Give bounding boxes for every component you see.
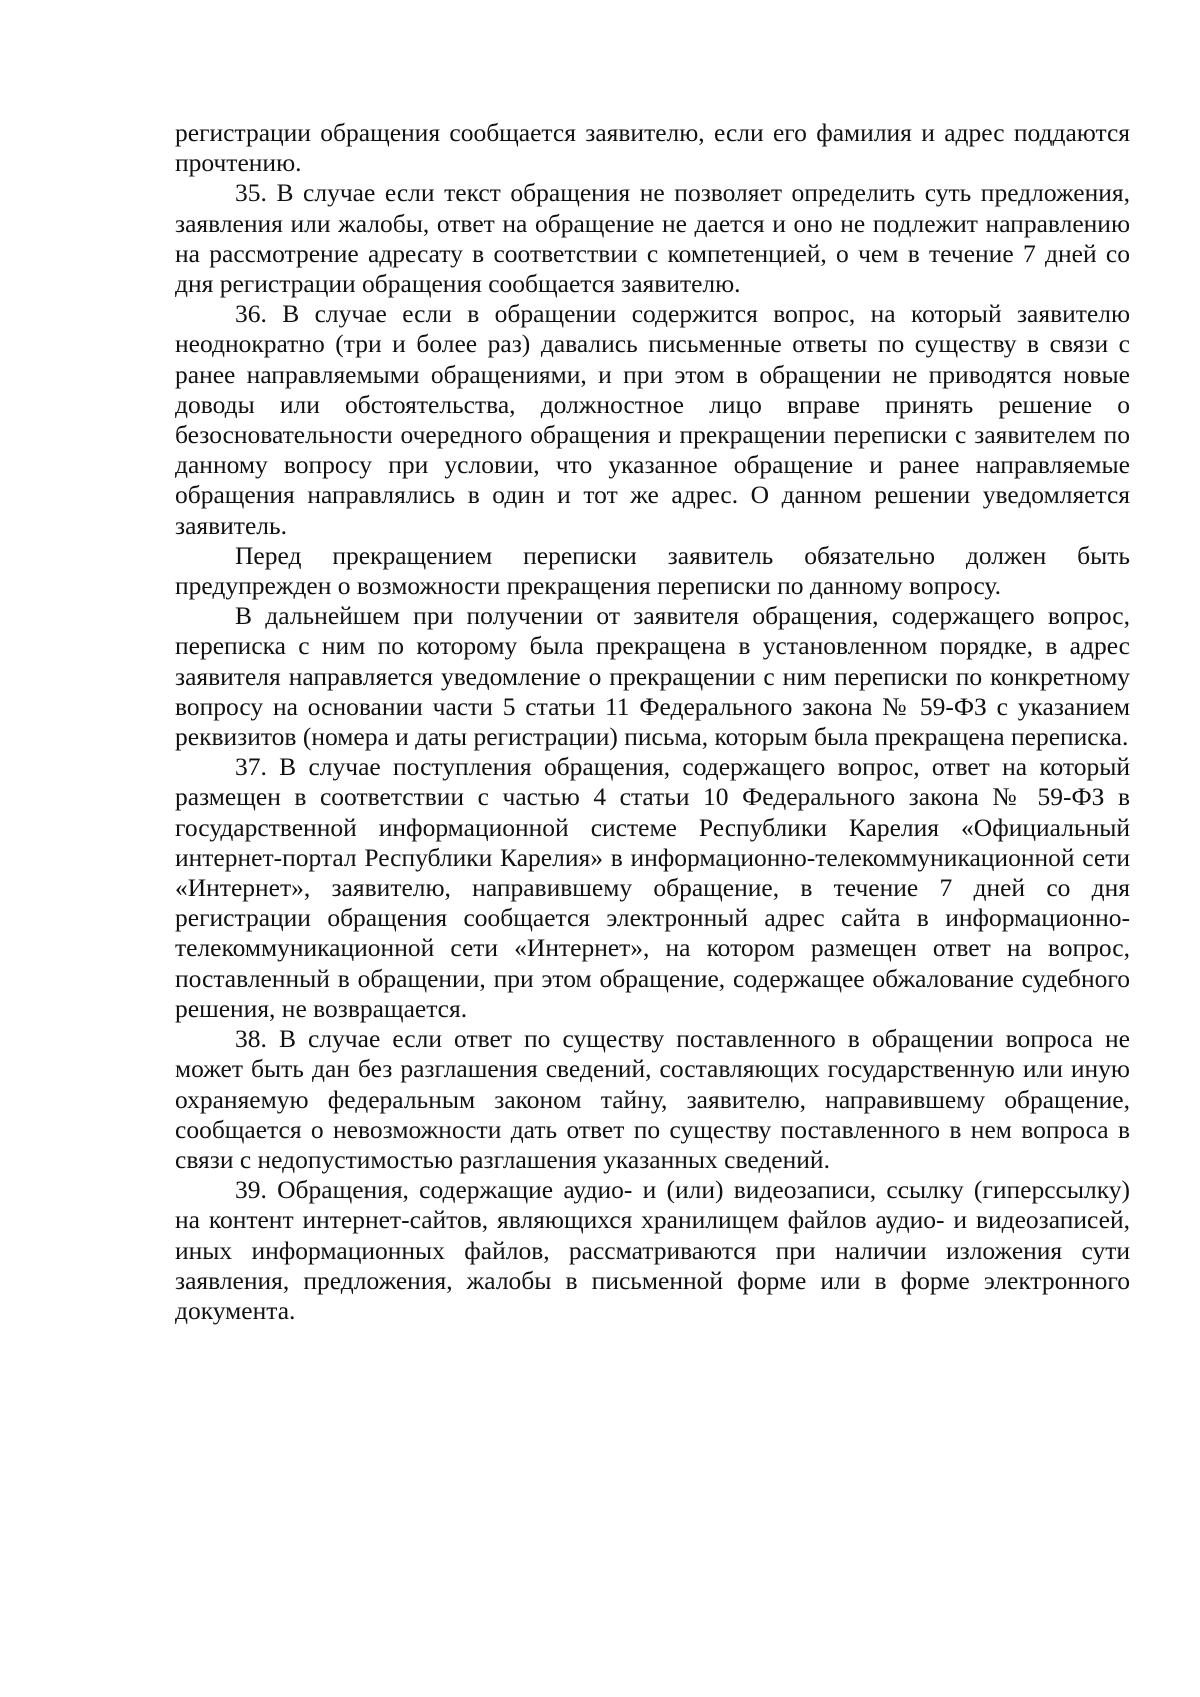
paragraph-warning: Перед прекращением переписки заявитель обязательно должен быть предупрежден о возможности прекращения переписки по данному вопросу. xyxy=(175,540,1130,601)
paragraph-notification: В дальнейшем при получении от заявителя обращения, содержащего вопрос, переписка с ним по которому была прекращена в установленном порядке, в адрес заявителя направляется уведомление о прекращении с ним переписки по конкретному вопросу на основании части 5 статьи 11 Федерального закона № 59-ФЗ с указанием реквизитов (номера и даты регистрации) письма, которым была прекращена переписка. xyxy=(175,601,1130,752)
paragraph-continuation: регистрации обращения сообщается заявителю, если его фамилия и адрес поддаются прочтению. xyxy=(175,118,1130,178)
paragraph-item-36: 36. В случае если в обращении содержится вопрос, на который заявителю неоднократно (три и более раз) давались письменные ответы по существу в связи с ранее направляемыми обращениями, и при этом в обращении не приводятся новые доводы или обстоятельства, должностное лицо вправе принять решение о безосновательности очередного обращения и прекращении переписки с заявителем по данному вопросу при условии, что указанное обращение и ранее направляемые обращения направлялись в один и тот же адрес. О данном решении уведомляется заявитель. xyxy=(175,299,1130,540)
paragraph-item-38: 38. В случае если ответ по существу поставленного в обращении вопроса не может быть дан без разглашения сведений, составляющих государственную или иную охраняемую федеральным законом тайну, заявителю, направившему обращение, сообщается о невозможности дать ответ по существу поставленного в нем вопроса в связи с недопустимостью разглашения указанных сведений. xyxy=(175,1024,1130,1174)
paragraph-item-35: 35. В случае если текст обращения не позволяет определить суть предложения, заявления или жалобы, ответ на обращение не дается и оно не подлежит направлению на рассмотрение адресату в соответствии с компетенцией, о чем в течение 7 дней со дня регистрации обращения сообщается заявителю. xyxy=(175,178,1130,299)
document-body xyxy=(175,118,1130,1326)
paragraph-item-39: 39. Обращения, содержащие аудио- и (или) видеозаписи, ссылку (гиперссылку) на контент интернет-сайтов, являющихся хранилищем файлов аудио- и видеозаписей, иных информационных файлов, рассматриваются при наличии изложения сути заявления, предложения, жалобы в письменной форме или в форме электронного документа. xyxy=(175,1175,1130,1325)
paragraph-item-37: 37. В случае поступления обращения, содержащего вопрос, ответ на который размещен в соответствии с частью 4 статьи 10 Федерального закона № 59-ФЗ в государственной информационной системе Республики Карелия «Официальный интернет-портал Республики Карелия» в информационно-телекоммуникационной сети «Интернет», заявителю, направившему обращение, в течение 7 дней со дня регистрации обращения сообщается электронный адрес сайта в информационно-телекоммуникационной сети «Интернет», на котором размещен ответ на вопрос, поставленный в обращении, при этом обращение, содержащее обжалование судебного решения, не возвращается. xyxy=(175,752,1130,1023)
